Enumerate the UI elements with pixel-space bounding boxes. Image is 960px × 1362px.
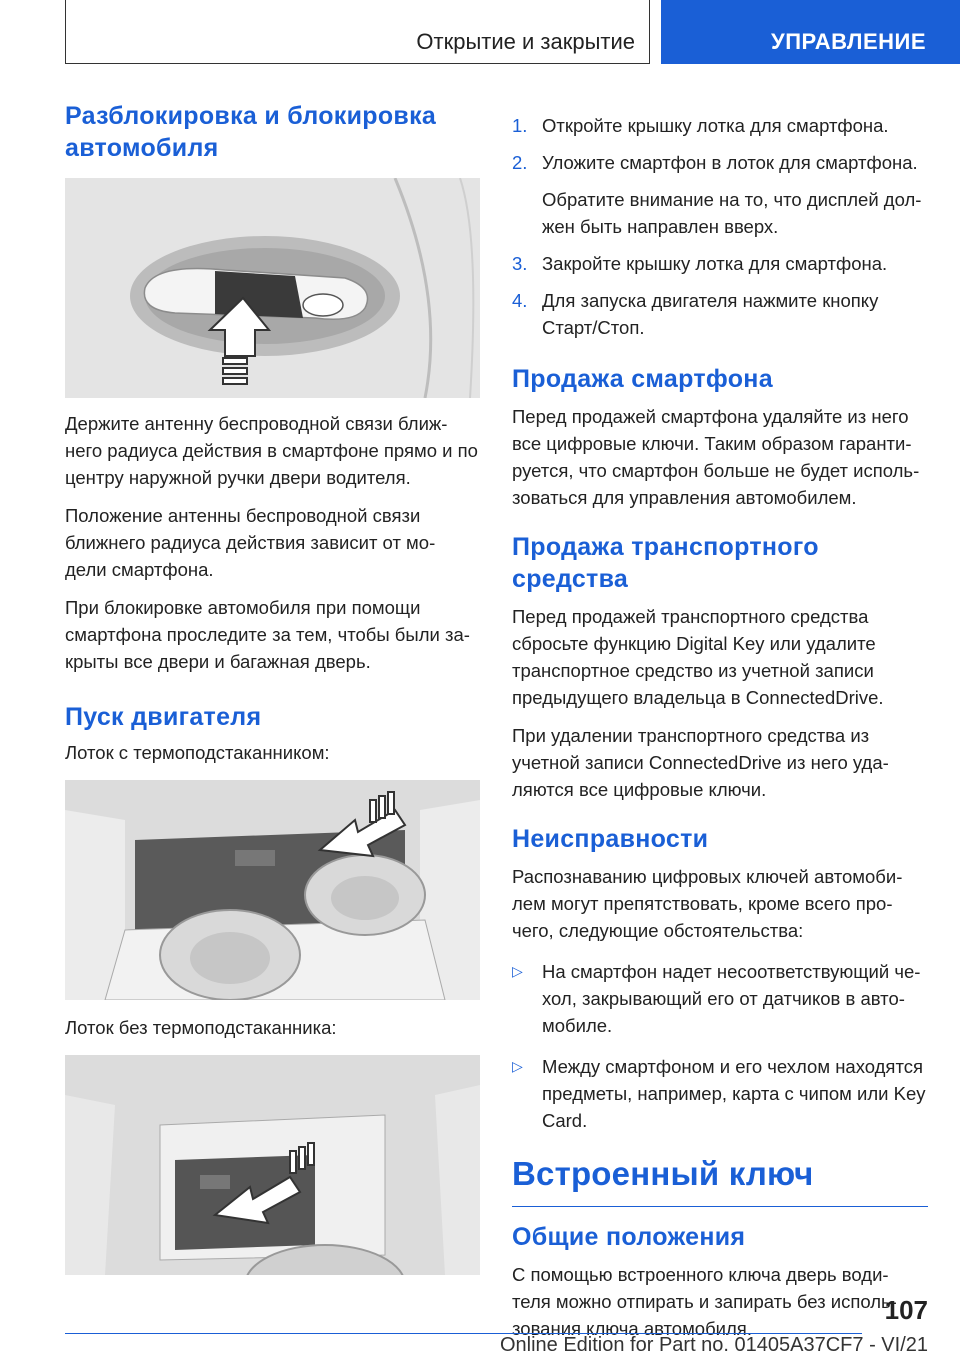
paragraph-antenna-position: Держите антенну беспроводной связи ближ- него радиуса действия в смартфоне прямо и по центру наружной ручки двери водителя. — [65, 413, 478, 488]
heading-sell-smartphone: Продажа смартфона — [512, 365, 773, 393]
step-text: Для запуска двигателя нажмите кнопку Старт/Стоп. — [542, 290, 879, 338]
bullet-triangle-icon: ▷ — [512, 1058, 523, 1074]
step-number: 1. — [512, 115, 528, 136]
header-chapter-title: УПРАВЛЕНИЕ — [771, 29, 926, 54]
heading-rule — [512, 1206, 928, 1207]
tray-with-cooler-illustration — [65, 780, 480, 1000]
caption-tray-with-cooler: Лоток с термоподстаканником: — [65, 742, 330, 763]
footer-edition: Online Edition for Part no. 01405A37CF7 - VI/21 — [499, 1334, 928, 1356]
step-2-note: Обратите внимание на то, что дисплей дол- жен быть направлен вверх. — [542, 189, 922, 237]
figure-door-handle — [65, 178, 480, 398]
bullet-item-objects — [512, 1053, 928, 1134]
heading-unlock-lock: Разблокировка и блокировка автомобиля — [65, 102, 437, 162]
figure-tray-without-cooler — [65, 1055, 480, 1275]
paragraph-lock-check: При блокировке автомобиля при помощи смартфона проследите за тем, чтобы были за- крыты все двери и багажная дверь. — [65, 597, 470, 672]
bullet-item-case — [512, 958, 928, 1039]
step-1 — [512, 112, 928, 139]
heading-builtin-key: Встроенный ключ — [512, 1155, 814, 1192]
header-section-title: Открытие и закрытие — [416, 29, 635, 54]
paragraph-general: С помощью встроенного ключа дверь води- теля можно отпирать и запирать без исполь- зования ключа автомобиля. — [512, 1264, 897, 1339]
figure-tray-with-cooler — [65, 780, 480, 1000]
bullet-triangle-icon: ▷ — [512, 963, 523, 979]
step-text: Откройте крышку лотка для смартфона. — [542, 115, 889, 136]
step-number: 3. — [512, 253, 528, 274]
step-text: Уложите смартфон в лоток для смартфона. — [542, 152, 918, 173]
door-handle-illustration — [65, 178, 480, 398]
heading-general: Общие положения — [512, 1223, 746, 1251]
step-number: 4. — [512, 290, 528, 311]
heading-sell-vehicle: Продажа транспортного средства — [512, 533, 819, 593]
bullet-text: На смартфон надет несоответствующий че- хол, закрывающий его от датчиков в авто- мобиле. — [542, 961, 921, 1036]
paragraph-sell-vehicle-reset: Перед продажей транспортного средства сбросьте функцию Digital Key или удалите транспортное средство из учетной записи предыдущего владельца в ConnectedDrive. — [512, 606, 884, 708]
bullet-text: Между смартфоном и его чехлом находятся предметы, например, карта с чипом или Key Card. — [542, 1056, 926, 1131]
paragraph-antenna-model: Положение антенны беспроводной связи ближнего радиуса действия зависит от мо- дели смартфона. — [65, 505, 436, 580]
step-4 — [512, 287, 928, 341]
heading-faults: Неисправности — [512, 825, 709, 853]
header-chapter-tab — [661, 0, 960, 64]
tray-without-cooler-illustration — [65, 1055, 480, 1275]
paragraph-sell-smartphone: Перед продажей смартфона удаляйте из него все цифровые ключи. Таким образом гаранти- руется, что смартфон больше не будет исполь- зоваться для управления автомобилем. — [512, 406, 920, 508]
paragraph-sell-vehicle-remove: При удалении транспортного средства из учетной записи ConnectedDrive из него уда- ляются все цифровые ключи. — [512, 725, 889, 800]
step-2 — [512, 149, 928, 176]
step-number: 2. — [512, 152, 528, 173]
step-3 — [512, 250, 928, 277]
step-text: Закройте крышку лотка для смартфона. — [542, 253, 888, 274]
page-number: 107 — [884, 1295, 928, 1325]
right-column — [512, 112, 928, 1353]
heading-engine-start: Пуск двигателя — [65, 703, 262, 731]
left-column — [65, 100, 480, 1275]
header-section-box — [65, 0, 650, 64]
caption-tray-without-cooler: Лоток без термоподстаканника: — [65, 1017, 337, 1038]
paragraph-faults: Распознаванию цифровых ключей автомоби- лем могут препятствовать, кроме всего про- чего, следующие обстоятельства: — [512, 866, 903, 941]
